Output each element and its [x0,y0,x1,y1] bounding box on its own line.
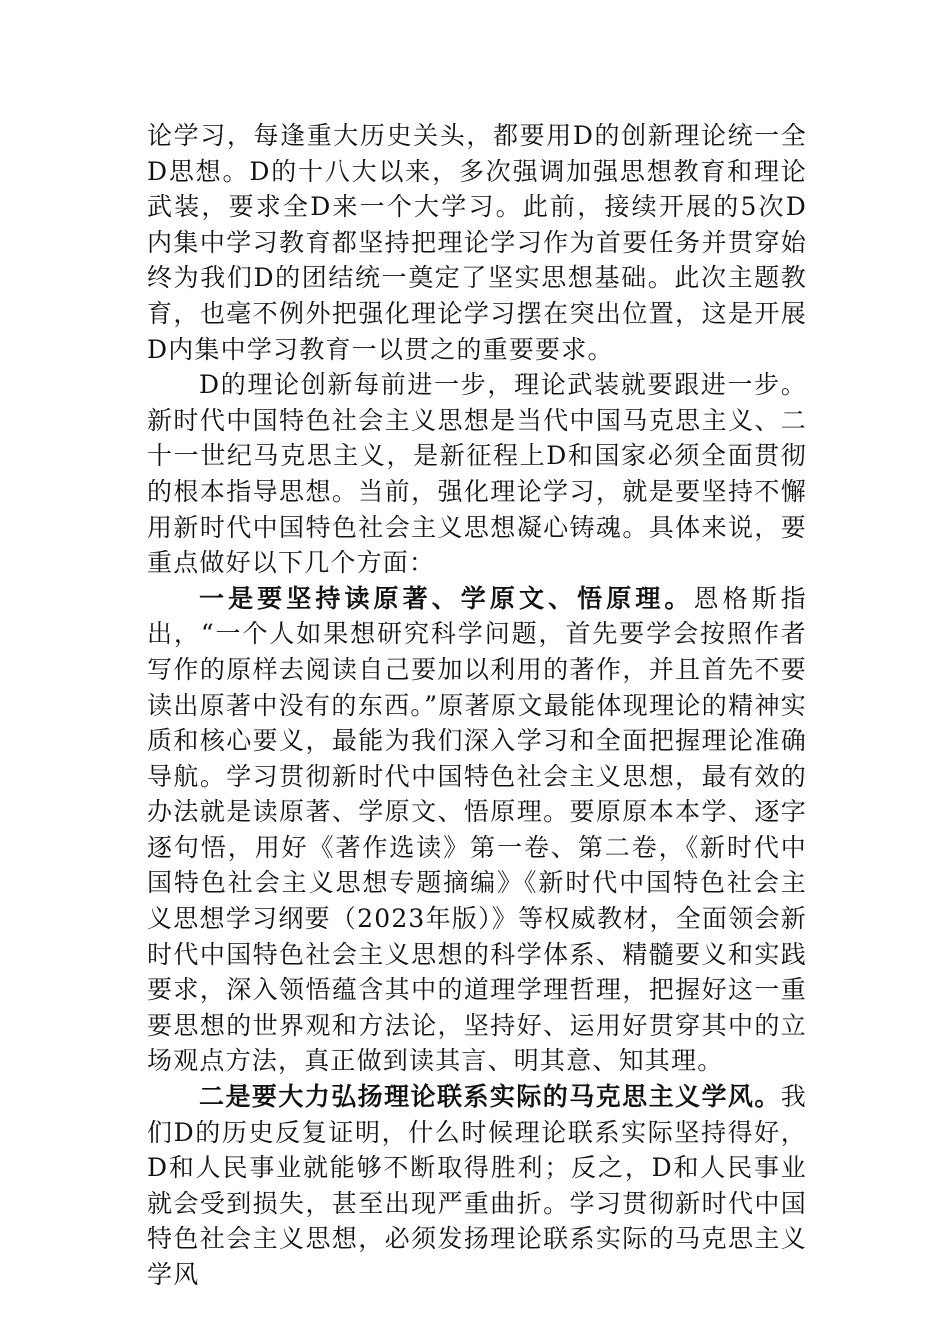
paragraph-text: D的理论创新每前进一步，理论武装就要跟进一步。新时代中国特色社会主义思想是当代中国马克思主义、二十一世纪马克思主义，是新征程上D和国家必须全面贯彻的根本指导思想。当前，强化理论学习，就是要坚持不懈用新时代中国特色社会主义思想凝心铸魂。具体来说，要重点做好以下几个方面： [147,370,807,578]
paragraph-text: 我们D的历史反复证明，什么时候理论联系实际坚持得好，D和人民事业就能够不断取得胜利；反之，D和人民事业就会受到损失，甚至出现严重曲折。学习贯彻新时代中国特色社会主义思想，必须发扬理论联系实际的马克思主义学风 [147,1082,807,1289]
paragraph-lead-heading: 一是要坚持读原著、学原文、悟原理。 [199,583,694,613]
paragraph-text: 恩格斯指出，“一个人如果想研究科学问题，首先要学会按照作者写作的原样去阅读自己要加以利用的著作，并且首先不要读出原著中没有的东西。”原著原文最能体现理论的精神实质和核心要义，最能为我们深入学习和全面把握理论准确导航。学习贯彻新时代中国特色社会主义思想，最有效的办法就是读原著、学原文、悟原理。要原原本本学、逐字逐句悟，用好《著作选读》第一卷、第二卷，《新时代中国特色社会主义思想专题摘编》《新时代中国特色社会主义思想学习纲要（2023年版）》等权威教材，全面领会新时代中国特色社会主义思想的科学体系、精髓要义和实践要求，深入领悟蕴含其中的道理学理哲理，把握好这一重要思想的世界观和方法论，坚持好、运用好贯穿其中的立场观点方法，真正做到读其言、明其意、知其理。 [147,583,807,1076]
paragraph-theory-study [147,118,807,367]
paragraph-point-two [147,1079,807,1293]
paragraph-text: 论学习，每逢重大历史关头，都要用D的创新理论统一全D思想。D的十八大以来，多次强调加强思想教育和理论武装，要求全D来一个大学习。此前，接续开展的5次D内集中学习教育都坚持把理论学习作为首要任务并贯穿始终为我们D的团结统一奠定了坚实思想基础。此次主题教育，也毫不例外把强化理论学习摆在突出位置，这是开展D内集中学习教育一以贯之的重要要求。 [147,121,807,364]
document-body [147,118,807,1293]
paragraph-point-one [147,581,807,1079]
paragraph-theory-innovation [147,367,807,581]
paragraph-lead-heading: 二是要大力弘扬理论联系实际的马克思主义学风。 [199,1082,781,1112]
